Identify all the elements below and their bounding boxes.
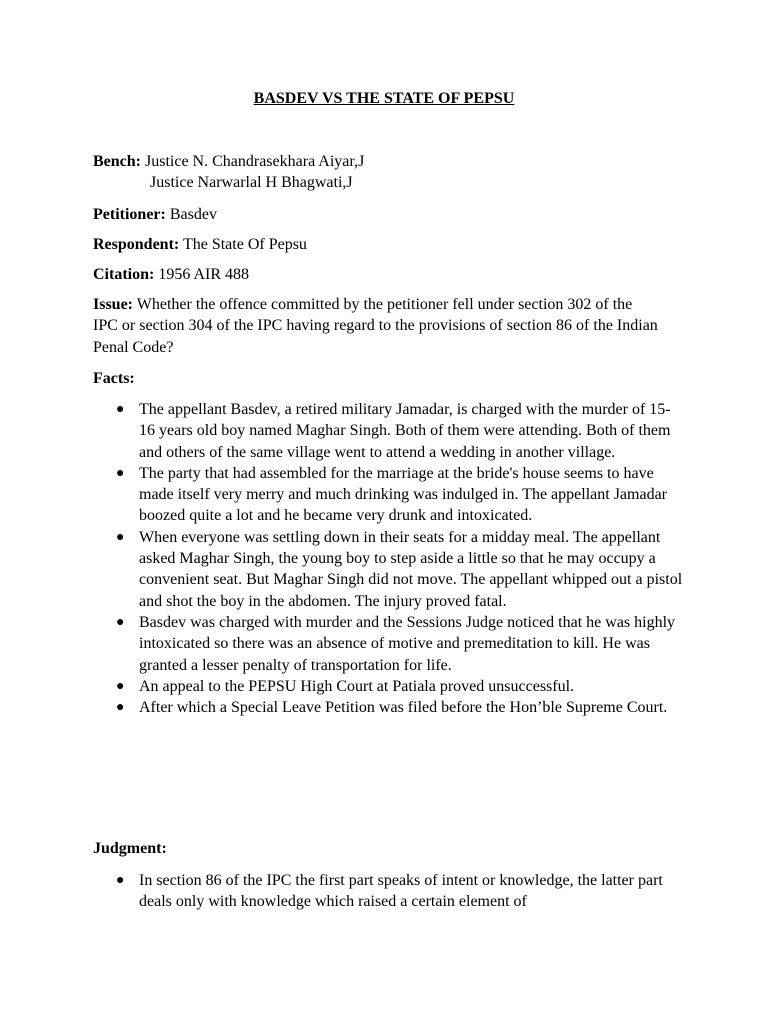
petitioner-label: Petitioner:	[93, 206, 166, 223]
bench-judge-1: Justice N. Chandrasekhara Aiyar,J	[145, 153, 365, 170]
bullet-icon: ●	[116, 402, 125, 417]
bullet-icon: ●	[116, 529, 125, 545]
fact-text: When everyone was settling down in their seats for a midday meal. The appellant asked Maghar Singh, the young boy to step aside a little so that he may occupy a convenient seat. But Maghar Singh did not move. The appellant whipped out a pistol and shot the boy in the abdomen. The injury proved fatal.	[139, 528, 683, 610]
fact-text: An appeal to the PEPSU High Court at Patiala proved unsuccessful.	[139, 677, 575, 695]
fact-text: The party that had assembled for the marriage at the bride's house seems to have made itself very merry and much drinking was indulged in. The appellant Jamadar boozed quite a lot and he became very drunk and intoxicated.	[139, 464, 667, 525]
respondent-label: Respondent:	[93, 236, 180, 253]
bench-label: Bench:	[93, 153, 141, 170]
fact-text: The appellant Basdev, a retired military Jamadar, is charged with the murder of 15-16 years old boy named Maghar Singh. Both of them were attending. Both of them and others of the same village went to attend a wedding in another village.	[139, 401, 671, 461]
respondent-value: The State Of Pepsu	[182, 236, 307, 253]
list-item	[93, 676, 684, 697]
citation-value: 1956 AIR 488	[158, 266, 249, 283]
facts-heading-text: Facts:	[93, 370, 135, 387]
bench-line	[93, 151, 364, 172]
bullet-icon: ●	[116, 678, 125, 694]
judgment-list	[93, 870, 693, 913]
citation-label: Citation:	[93, 266, 155, 283]
petitioner-value: Basdev	[169, 206, 217, 223]
list-item	[93, 463, 684, 527]
fact-text: Basdev was charged with murder and the Sessions Judge noticed that he was highly intoxicated so there was an absence of motive and premeditation to kill. He was granted a lesser penalty of transportation for life.	[139, 613, 676, 674]
bench-judge-2: Justice Narwarlal H Bhagwati,J	[150, 174, 353, 191]
issue-paragraph	[93, 294, 658, 358]
list-item	[93, 527, 684, 612]
judgment-heading-text: Judgment:	[93, 840, 167, 857]
list-item	[93, 870, 684, 913]
petitioner-line	[93, 204, 217, 225]
respondent-line	[93, 234, 307, 255]
list-item	[93, 612, 684, 676]
list-item	[93, 399, 684, 463]
judgment-heading	[93, 838, 167, 859]
issue-text: Whether the offence committed by the petitioner fell under section 302 of the IPC or section 304 of the IPC having regard to the provisions of section 86 of the Indian Penal Code?	[93, 296, 658, 356]
bullet-icon: ●	[116, 700, 125, 716]
facts-list	[93, 399, 693, 718]
document-title: BASDEV VS THE STATE OF PEPSU	[253, 90, 515, 107]
bullet-icon: ●	[116, 873, 125, 888]
issue-label: Issue:	[93, 296, 134, 313]
list-item	[93, 697, 684, 718]
citation-line	[93, 264, 249, 285]
fact-text: After which a Special Leave Petition was filed before the Hon’ble Supreme Court.	[139, 699, 668, 717]
bullet-icon: ●	[116, 614, 125, 630]
facts-heading	[93, 368, 135, 389]
bullet-icon: ●	[116, 465, 125, 481]
judgment-text: In section 86 of the IPC the first part speaks of intent or knowledge, the latter part deals only with knowledge which raised a certain element of	[139, 872, 663, 911]
